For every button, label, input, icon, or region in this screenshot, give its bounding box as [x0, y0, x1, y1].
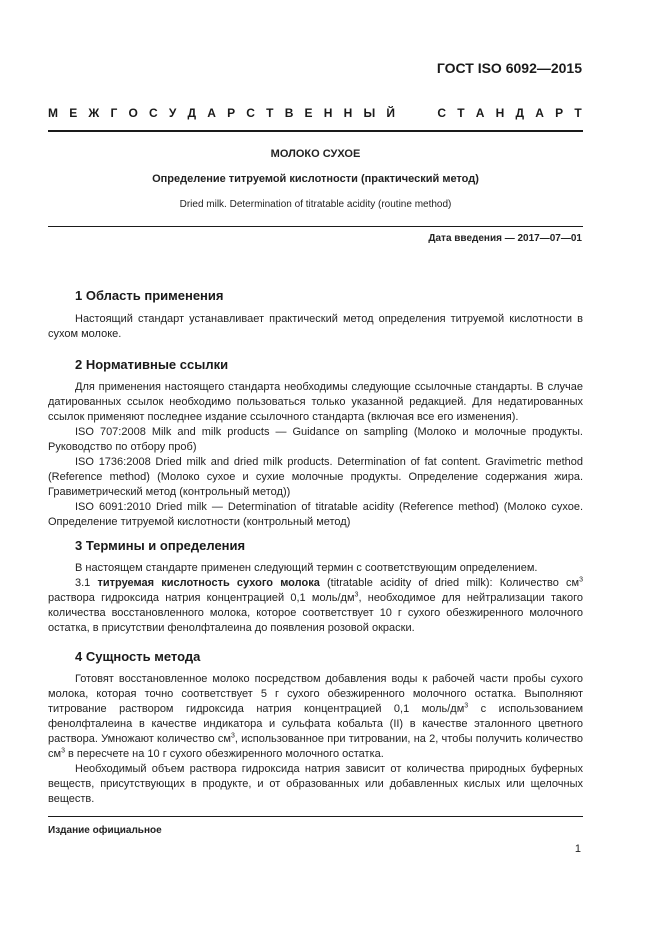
- introduction-date: Дата введения — 2017—07—01: [428, 233, 582, 244]
- term-text: , необходимое для нейтрализации такого количества восстановленного молока, которое соответствует 10 г сухого обезжиренного молочного остатка, в присутствии фенолфталеина до появления розовой окраски.: [48, 592, 583, 634]
- term-text: раствора гидроксида натрия концентрацией 0,1 моль/дм: [48, 592, 355, 604]
- superscript: 3: [354, 591, 359, 599]
- title-divider: [48, 226, 583, 227]
- paragraph: В настоящем стандарте применен следующий термин с соответствующим определением.: [75, 562, 538, 574]
- banner-letter: М: [48, 106, 58, 120]
- section-4-body: [48, 672, 583, 807]
- section-2-body: [48, 380, 583, 530]
- superscript: 3: [230, 732, 235, 740]
- banner-letter: С: [246, 106, 255, 120]
- section-4-heading: 4 Сущность метода: [75, 649, 201, 664]
- banner-letter: Р: [555, 106, 564, 120]
- document-title-english: Dried milk. Determination of titratable acidity (routine method): [179, 199, 452, 210]
- banner-letter: Е: [69, 106, 78, 120]
- banner-letter: А: [535, 106, 544, 120]
- text-run: с использованием фенолфталеина в качестве индикатора и сульфата кобальта (II) в качестве эталонного цветного раствора. Умножают количество см: [48, 703, 584, 745]
- reference-iso-707: ISO 707:2008 Milk and milk products — Guidance on sampling (Молоко и молочные продукты. Руководство по отбору проб): [48, 426, 583, 453]
- document-subtitle: Определение титруемой кислотности (практический метод): [152, 173, 479, 185]
- section-1-body: [48, 312, 583, 342]
- banner-letter: Н: [323, 106, 333, 120]
- banner-letter: Т: [457, 106, 465, 120]
- banner-letter: Н: [495, 106, 505, 120]
- term-definition: [48, 576, 583, 636]
- banner-spacer: [406, 106, 426, 120]
- banner-letter: А: [207, 106, 216, 120]
- banner-letter: Т: [574, 106, 582, 120]
- banner-letter: Д: [187, 106, 197, 120]
- reference-iso-6091: ISO 6091:2010 Dried milk — Determination of titratable acidity (Reference method) (Молоко сухое. Определение титруемой кислотности (контрольный метод): [48, 501, 583, 528]
- banner-letter: Т: [266, 106, 274, 120]
- section-3-body: [48, 561, 583, 636]
- text-run: в пересчете на 10 г сухого обезжиренного молочного остатка.: [64, 748, 384, 760]
- term-number: 3.1: [75, 577, 91, 589]
- footer-divider: [48, 816, 583, 817]
- section-3-heading: 3 Термины и определения: [75, 538, 246, 553]
- superscript: 3: [464, 702, 469, 710]
- official-edition-note: Издание официальное: [48, 825, 162, 836]
- banner-letter: Г: [110, 106, 118, 120]
- header-divider: [48, 130, 583, 132]
- superscript: 3: [579, 576, 583, 584]
- paragraph: [48, 672, 583, 762]
- banner-letter: Д: [515, 106, 525, 120]
- page-number: 1: [574, 843, 581, 855]
- section-2-heading: 2 Нормативные ссылки: [75, 357, 229, 372]
- section-1-heading: 1 Область применения: [75, 288, 224, 303]
- banner-letter: Е: [304, 106, 313, 120]
- paragraph: Настоящий стандарт устанавливает практический метод определения титруемой кислотности в сухом молоке.: [48, 313, 583, 340]
- banner-letter: Ж: [88, 106, 100, 120]
- banner-letter: Ы: [363, 106, 376, 120]
- banner-letter: У: [168, 106, 177, 120]
- banner-letter: Н: [343, 106, 353, 120]
- banner-letter: С: [437, 106, 447, 120]
- paragraph: Для применения настоящего стандарта необходимы следующие ссылочные стандарты. В случае датированных ссылок необходимо пользоваться только указанной редакцией. Для недатированных ссылок применяют последнее издание ссылочного стандарта (включая все его изменения).: [48, 381, 583, 423]
- paragraph: Необходимый объем раствора гидроксида натрия зависит от количества природных буферных веществ, присутствующих в продукте, и от образованных или добавленных кислых или щелочных веществ.: [48, 763, 583, 805]
- banner-letter: А: [475, 106, 485, 120]
- banner-letter: Р: [227, 106, 236, 120]
- banner-letter: Й: [386, 106, 396, 120]
- banner-letter: О: [128, 106, 138, 120]
- document-number: ГОСТ ISO 6092—2015: [436, 60, 582, 76]
- banner-letter: С: [148, 106, 158, 120]
- document-title: МОЛОКО СУХОЕ: [270, 148, 361, 160]
- reference-iso-1736: ISO 1736:2008 Dried milk and dried milk products. Determination of fat content. Gravimetric method (Reference method) (Молоко сухое и сухие молочные продукты. Определение содержания жира. Гравиметрический метод (контрольный метод)): [48, 456, 583, 498]
- superscript: 3: [61, 747, 65, 755]
- banner-letter: В: [284, 106, 294, 120]
- text-run: Готовят восстановленное молоко посредством добавления воды к рабочей части пробы сухого молока, которая точно соответствует 5 г сухого обезжиренного молочного остатка. Выполняют титрование раствором гидроксида натрия концентрацией 0,1 моль/дм: [48, 673, 583, 715]
- term-text: (titratable acidity of dried milk): Количество см: [327, 577, 580, 589]
- term-name: титруемая кислотность сухого молока: [97, 577, 320, 589]
- interstate-standard-banner: [48, 106, 582, 120]
- text-run: , использованное при титровании, на 2, чтобы получить количество см: [48, 733, 584, 760]
